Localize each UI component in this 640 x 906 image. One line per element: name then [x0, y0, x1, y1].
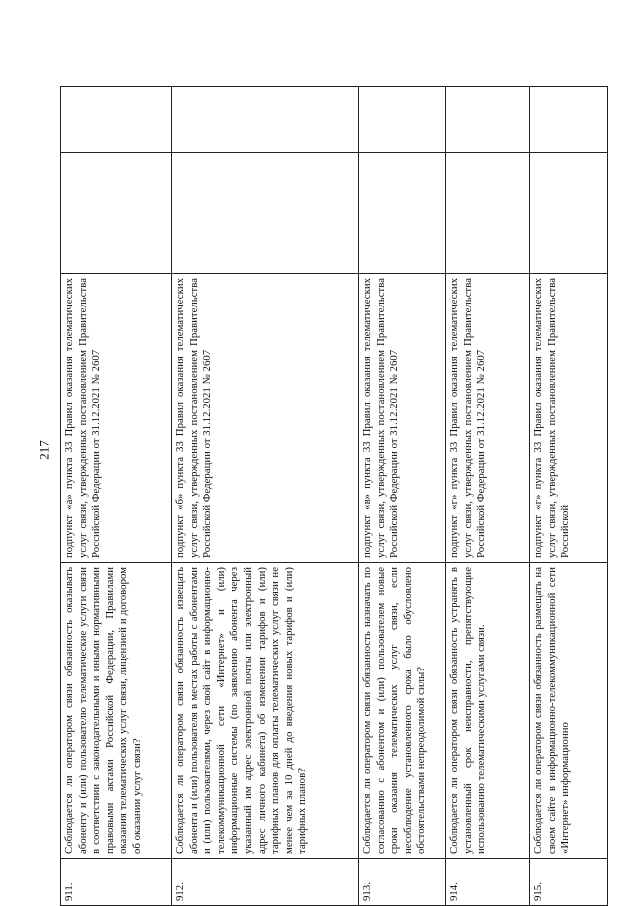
empty-cell — [359, 153, 446, 274]
question-cell: Соблюдается ли оператором связи обязанность оказывать абоненту и (или) пользователю телематические услуги связи в соответствии с законодательными и иными нормативными правовыми актами Российской Федерации, Правилами оказания телематических услуг связи, лицензией и договором об оказании услуг связи? — [61, 563, 172, 859]
table-row — [172, 87, 359, 906]
requirements-table — [60, 86, 608, 906]
question-cell: Соблюдается ли оператором связи обязанность размещать на своем сайте в информационно-телекоммуникационной сети «Интернет» информационно — [530, 563, 608, 859]
table-row — [61, 87, 172, 906]
legal-basis-cell: подпункт «а» пункта 33 Правил оказания телематических услуг связи, утвержденных постановлением Правительства Российской Федерации от 31.12.2021 № 2607 — [61, 274, 172, 563]
table-row — [530, 87, 608, 906]
empty-cell — [446, 153, 530, 274]
empty-cell — [530, 87, 608, 153]
empty-cell — [172, 87, 359, 153]
empty-cell — [61, 153, 172, 274]
empty-cell — [359, 87, 446, 153]
empty-cell — [530, 153, 608, 274]
page-number: 217 — [36, 440, 52, 460]
table-row — [446, 87, 530, 906]
empty-cell — [446, 87, 530, 153]
legal-basis-cell: подпункт «г» пункта 33 Правил оказания телематических услуг связи, утвержденных постановлением Правительства Российской Федерации от 31.12.2021 № 2607 — [446, 274, 530, 563]
question-cell: Соблюдается ли оператором связи обязанность назначать по согласованию с абонентом и (или) пользователем новые сроки оказания телематических услуг связи, если несоблюдение установленного срока было обусловлено обстоятельствами непреодолимой силы? — [359, 563, 446, 859]
legal-basis-cell: подпункт «в» пункта 33 Правил оказания телематических услуг связи, утвержденных постановлением Правительства Российской Федерации от 31.12.2021 № 2607 — [359, 274, 446, 563]
legal-basis-cell: подпункт «г» пункта 33 Правил оказания телематических услуг связи, утвержденных постановлением Правительства Российской — [530, 274, 608, 563]
question-cell: Соблюдается ли оператором связи обязанность извещать абонента и (или) пользователя в местах работы с абонентами и (или) пользователями, через свой сайт в информационно-телекоммуникационной сети «Интернет» и (или) информационные системы (по заявлению абонента через указанный им адрес электронной почты или электронный адрес личного кабинета) об изменении тарифов и (или) тарифных планов для оплаты телематических услуг связи не менее чем за 10 дней до введения новых тарифов и (или) тарифных планов? — [172, 563, 359, 859]
empty-cell — [61, 87, 172, 153]
row-number: 913. — [359, 859, 446, 906]
row-number: 912. — [172, 859, 359, 906]
row-number: 915. — [530, 859, 608, 906]
rotated-table-container — [60, 86, 607, 906]
row-number: 914. — [446, 859, 530, 906]
question-cell: Соблюдается ли оператором связи обязанность устранять в установленный срок неисправности, препятствующие использованию телематическими услугами связи. — [446, 563, 530, 859]
legal-basis-cell: подпункт «б» пункта 33 Правил оказания телематических услуг связи, утвержденных постановлением Правительства Российской Федерации от 31.12.2021 № 2607 — [172, 274, 359, 563]
table-row — [359, 87, 446, 906]
row-number: 911. — [61, 859, 172, 906]
empty-cell — [172, 153, 359, 274]
